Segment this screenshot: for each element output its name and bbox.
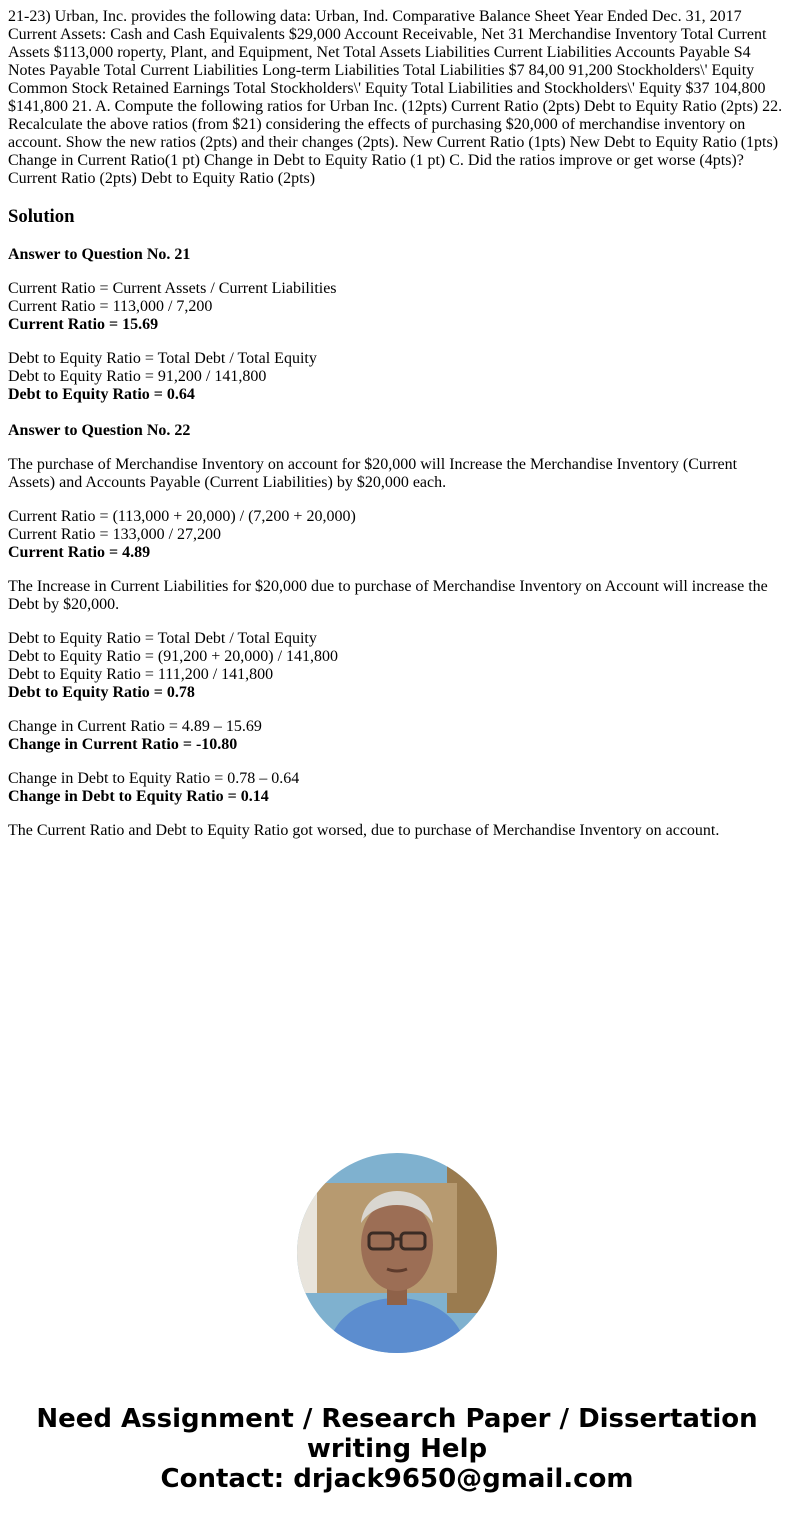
portrait-wall-switch xyxy=(297,1173,319,1293)
answer-21-heading: Answer to Question No. 21 xyxy=(8,246,191,263)
debt-increase-note: The Increase in Current Liabilities for $20,000 due to purchase of Merchandise Inventory on Account will increase the Debt by $20,000. xyxy=(8,578,768,613)
current-ratio-result: Current Ratio = 15.69 xyxy=(8,316,159,333)
document-body xyxy=(8,8,786,840)
debt-equity-result: Debt to Equity Ratio = 0.64 xyxy=(8,386,195,403)
new-current-ratio-line2: Current Ratio = 133,000 / 27,200 xyxy=(8,526,222,543)
new-debt-equity-line2: Debt to Equity Ratio = (91,200 + 20,000) / 141,800 xyxy=(8,648,339,665)
new-debt-equity-result: Debt to Equity Ratio = 0.78 xyxy=(8,684,195,701)
debt-equity-block xyxy=(8,350,786,404)
conclusion-text: The Current Ratio and Debt to Equity Ratio got worsed, due to purchase of Merchandise Inventory on account. xyxy=(8,822,720,839)
new-current-ratio-block xyxy=(8,508,786,562)
change-debt-equity-result: Change in Debt to Equity Ratio = 0.14 xyxy=(8,788,269,805)
current-ratio-formula: Current Ratio = Current Assets / Current Liabilities xyxy=(8,280,337,297)
new-debt-equity-line3: Debt to Equity Ratio = 111,200 / 141,800 xyxy=(8,666,274,683)
new-current-ratio-line1: Current Ratio = (113,000 + 20,000) / (7,200 + 20,000) xyxy=(8,508,356,525)
question-text: 21-23) Urban, Inc. provides the following data: Urban, Ind. Comparative Balance Sheet Year Ended Dec. 31, 2017 Current Assets: Cash and Cash Equivalents $29,000 Account Receivable, Net 31 Merchandise Inventory Total Current Assets $113,000 roperty, Plant, and Equipment, Net Total Assets Liabilities Current Liabilities Accounts Payable S4 Notes Payable Total Current Liabilities Long-term Liabilities Total Liabilities $7 84,00 91,200 Stockholders\' Equity Common Stock Retained Earnings Total Stockholders\' Equity Total Liabilities and Stockholders\' Equity $37 104,800 $141,800 21. A. Compute the following ratios for Urban Inc. (12pts) Current Ratio (2pts) Debt to Equity Ratio (2pts) 22. Recalculate the above ratios (from $21) considering the effects of purchasing $20,000 of merchandise inventory on account. Show the new ratios (2pts) and their changes (2pts). New Current Ratio (1pts) New Debt to Equity Ratio (1pts) Change in Current Ratio(1 pt) Change in Debt to Equity Ratio (1 pt) C. Did the ratios improve or get worse (4pts)? Current Ratio (2pts) Debt to Equity Ratio (2pts) xyxy=(8,8,783,187)
new-current-ratio-result: Current Ratio = 4.89 xyxy=(8,544,151,561)
change-current-ratio-block xyxy=(8,718,786,754)
solution-heading: Solution xyxy=(8,206,75,227)
cta-line-1: Need Assignment / Research Paper / Dissertation xyxy=(36,1404,758,1434)
debt-equity-formula: Debt to Equity Ratio = Total Debt / Total Equity xyxy=(8,350,317,367)
current-ratio-block xyxy=(8,280,786,334)
change-debt-equity-line1: Change in Debt to Equity Ratio = 0.78 – 0.64 xyxy=(8,770,300,787)
cta-line-2: writing Help xyxy=(306,1434,488,1464)
new-debt-equity-line1: Debt to Equity Ratio = Total Debt / Total Equity xyxy=(8,630,317,647)
contact-banner xyxy=(0,1404,794,1494)
change-current-ratio-result: Change in Current Ratio = -10.80 xyxy=(8,736,238,753)
cta-contact-email: Contact: drjack9650@gmail.com xyxy=(160,1464,634,1494)
new-debt-equity-block xyxy=(8,630,786,702)
author-portrait xyxy=(297,1153,497,1353)
current-ratio-substitution: Current Ratio = 113,000 / 7,200 xyxy=(8,298,213,315)
debt-equity-substitution: Debt to Equity Ratio = 91,200 / 141,800 xyxy=(8,368,267,385)
portrait-face xyxy=(361,1199,433,1291)
answer-22-intro: The purchase of Merchandise Inventory on account for $20,000 will Increase the Merchandise Inventory (Current Assets) and Accounts Payable (Current Liabilities) by $20,000 each. xyxy=(8,456,738,491)
author-avatar xyxy=(297,1153,497,1353)
change-current-ratio-line1: Change in Current Ratio = 4.89 – 15.69 xyxy=(8,718,262,735)
answer-22-heading: Answer to Question No. 22 xyxy=(8,422,191,439)
change-debt-equity-block xyxy=(8,770,786,806)
